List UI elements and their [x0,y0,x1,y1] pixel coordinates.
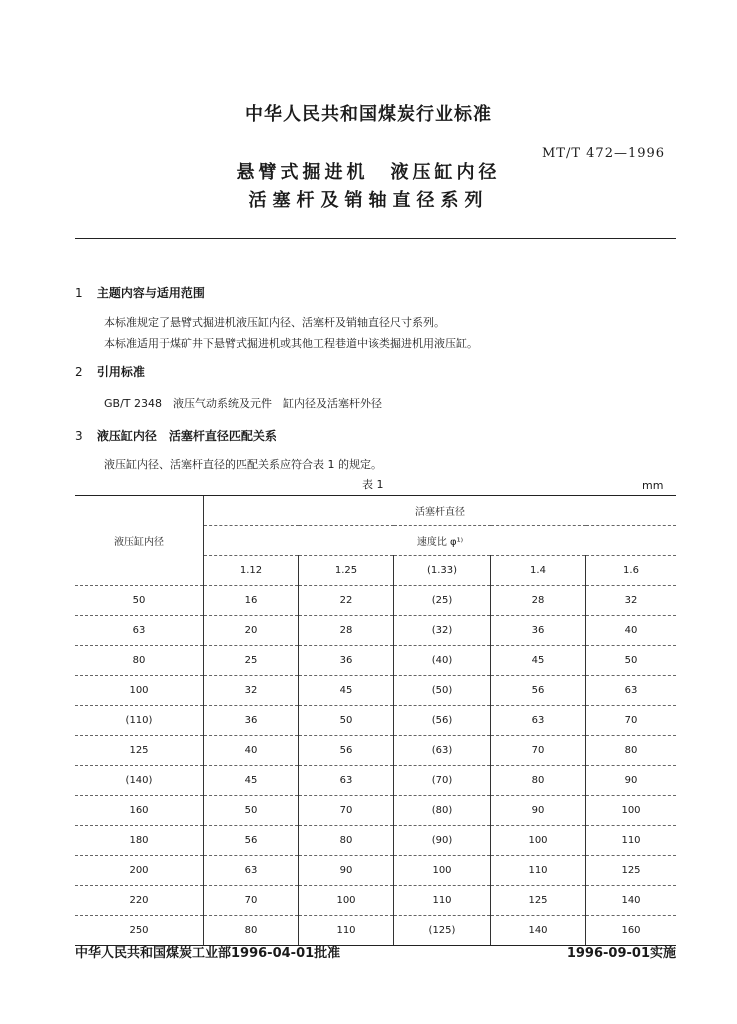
table-row [75,856,676,886]
sub-header-cell: 速度比 φ¹⁾ [204,526,677,556]
cell: 80 [204,916,299,946]
table-row [75,916,676,946]
section-1-paragraph-1: 本标准规定了悬臂式掘进机液压缸内径、活塞杆及销轴直径尺寸系列。 [104,316,445,329]
section-1-heading: 1 主题内容与适用范围 [75,286,205,300]
cell: 90 [586,766,677,796]
cell: 100 [299,886,394,916]
effective-date: 1996-09-01实施 [566,946,676,961]
cell: (25) [394,586,491,616]
cell: 160 [75,796,204,826]
cell: 56 [204,826,299,856]
cell: 36 [204,706,299,736]
cell: 36 [491,616,586,646]
cell: 125 [491,886,586,916]
cell: 110 [299,916,394,946]
cell: 100 [586,796,677,826]
column-header: (1.33) [394,556,491,586]
section-2-paragraph-1: GB/T 2348 液压气动系统及元件 缸内径及活塞杆外径 [104,397,382,410]
cell: 45 [204,766,299,796]
cell: 16 [204,586,299,616]
column-header: 1.12 [204,556,299,586]
cell: 100 [75,676,204,706]
cell: 63 [75,616,204,646]
row-header-cell: 液压缸内径 [75,496,204,586]
cell: 180 [75,826,204,856]
cell: 25 [204,646,299,676]
cell: 40 [586,616,677,646]
cell: 28 [491,586,586,616]
cell: (32) [394,616,491,646]
cell: (80) [394,796,491,826]
cell: 28 [299,616,394,646]
org-standard-title: 中华人民共和国煤炭行业标准 [245,104,492,125]
group-header-cell: 活塞杆直径 [204,496,677,526]
section-2-heading: 2 引用标准 [75,365,145,379]
cell: 22 [299,586,394,616]
cell: 56 [299,736,394,766]
table-row [75,886,676,916]
section-3-heading: 3 液压缸内径 活塞杆直径匹配关系 [75,429,277,443]
cell: 80 [491,766,586,796]
cell: (110) [75,706,204,736]
cell: 40 [204,736,299,766]
cell: 70 [491,736,586,766]
cell: 50 [204,796,299,826]
cell: 90 [491,796,586,826]
cell: 125 [75,736,204,766]
table-caption: 表 1 [362,478,384,491]
section-3-paragraph-1: 液压缸内径、活塞杆直径的匹配关系应符合表 1 的规定。 [104,458,382,471]
cell: 63 [586,676,677,706]
cell: 125 [586,856,677,886]
diameter-table [75,495,676,946]
cell: 80 [299,826,394,856]
cell: 70 [299,796,394,826]
cell: 20 [204,616,299,646]
column-header: 1.4 [491,556,586,586]
cell: 110 [491,856,586,886]
cell: 80 [586,736,677,766]
table-row [75,766,676,796]
cell: 220 [75,886,204,916]
cell: 80 [75,646,204,676]
cell: (56) [394,706,491,736]
table-unit: mm [642,479,664,492]
cell: 63 [204,856,299,886]
cell: 250 [75,916,204,946]
cell: (50) [394,676,491,706]
cell: 110 [586,826,677,856]
column-header: 1.6 [586,556,677,586]
cell: (90) [394,826,491,856]
table-header-row [75,496,676,526]
cell: 140 [491,916,586,946]
cell: 70 [586,706,677,736]
cell: 50 [586,646,677,676]
cell: 63 [491,706,586,736]
cell: (70) [394,766,491,796]
cell: 32 [204,676,299,706]
table-row [75,616,676,646]
cell: (63) [394,736,491,766]
cell: 50 [299,706,394,736]
cell: 140 [586,886,677,916]
cell: 200 [75,856,204,886]
cell: 36 [299,646,394,676]
cell: 45 [299,676,394,706]
cell: 70 [204,886,299,916]
table-row [75,586,676,616]
cell: (140) [75,766,204,796]
standard-number: MT/T 472—1996 [542,146,666,161]
title-divider [75,238,676,239]
cell: 100 [394,856,491,886]
table-row [75,736,676,766]
table-row [75,826,676,856]
cell: 160 [586,916,677,946]
document-title-line2: 活塞杆及销轴直径系列 [248,190,489,211]
table-row [75,676,676,706]
table-row [75,796,676,826]
section-1-paragraph-2: 本标准适用于煤矿井下悬臂式掘进机或其他工程巷道中该类掘进机用液压缸。 [104,337,478,350]
column-header: 1.25 [299,556,394,586]
approval-line: 中华人民共和国煤炭工业部1996-04-01批准 [75,946,341,961]
cell: 110 [394,886,491,916]
cell: 45 [491,646,586,676]
cell: (40) [394,646,491,676]
cell: 90 [299,856,394,886]
table-row [75,646,676,676]
document-title-line1: 悬臂式掘进机 液压缸内径 [236,162,501,183]
cell: (125) [394,916,491,946]
table-row [75,706,676,736]
cell: 63 [299,766,394,796]
cell: 32 [586,586,677,616]
cell: 56 [491,676,586,706]
cell: 50 [75,586,204,616]
cell: 100 [491,826,586,856]
